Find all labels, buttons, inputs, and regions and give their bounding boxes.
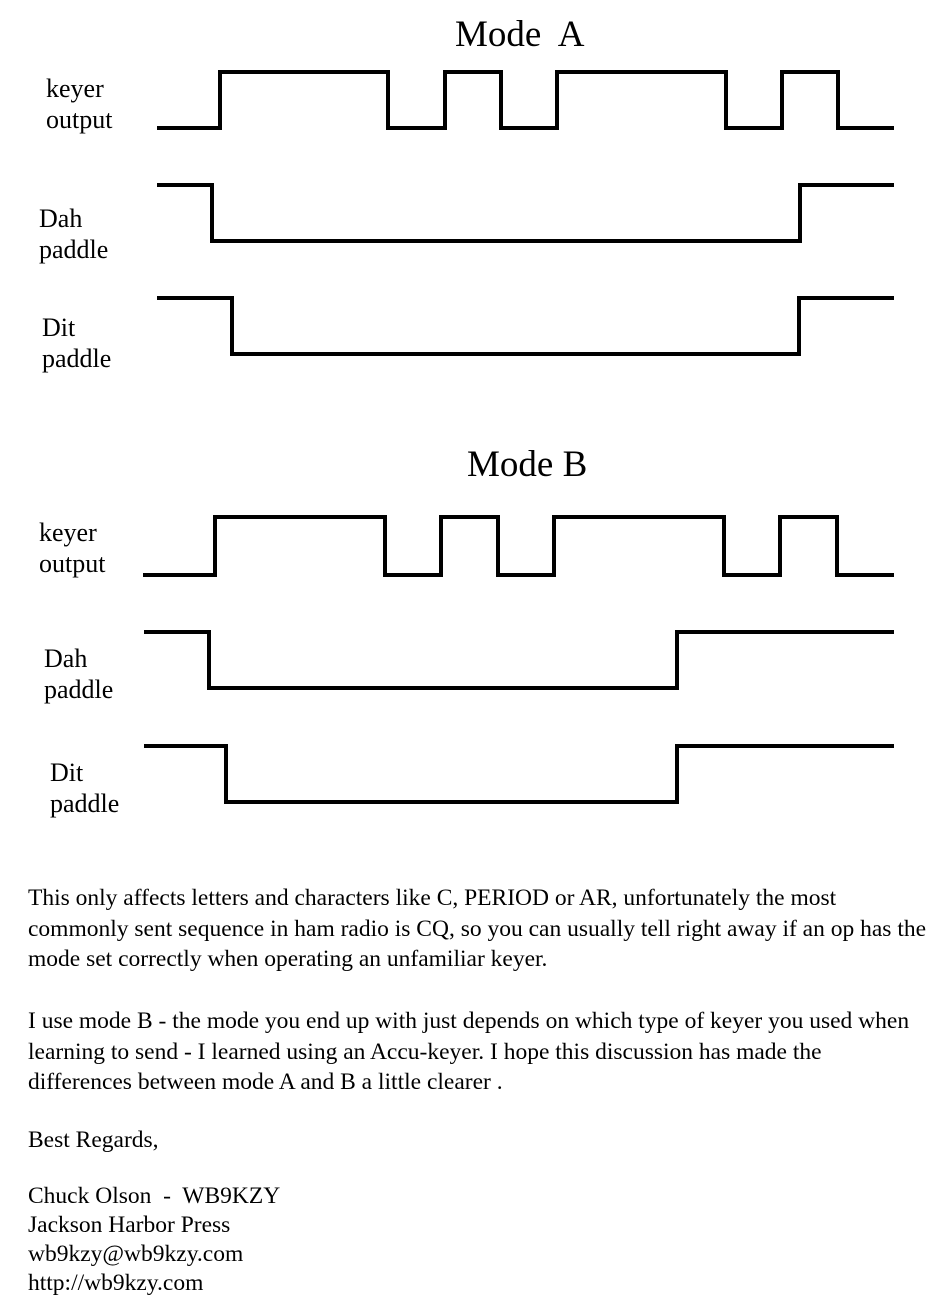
mode-b-dit-paddle-waveform xyxy=(144,746,894,802)
mode-b-dit-paddle-label xyxy=(50,757,119,819)
label-line: paddle xyxy=(42,344,112,373)
paragraph-2 xyxy=(28,1006,928,1098)
signature-block xyxy=(28,1182,928,1298)
label-line: Dah xyxy=(44,644,88,673)
label-line: output xyxy=(39,549,106,578)
label-line: keyer xyxy=(46,74,104,103)
mode-a-dah-paddle-label xyxy=(39,203,108,265)
mode-a-keyer-output-label xyxy=(46,73,112,135)
label-line: output xyxy=(46,105,113,134)
label-line: Dit xyxy=(42,313,76,342)
paragraph-1-text: This only affects letters and characters like C, PERIOD or AR, unfortunately the most commonly sent sequence in ham radio is CQ, so you can usually tell right away if an op has the mode set correctly when operating an unfamiliar keyer. xyxy=(28,885,927,972)
mode-b-title: Mode B xyxy=(467,444,588,485)
mode-b-keyer-output-waveform xyxy=(143,517,894,575)
label-line: Dit xyxy=(50,758,84,787)
mode-a-dah-paddle-waveform xyxy=(157,185,894,241)
mode-a-title: Mode A xyxy=(455,14,585,55)
label-line: paddle xyxy=(39,235,109,264)
mode-a-dit-paddle-label xyxy=(42,312,111,374)
mode-a-keyer-output-waveform xyxy=(157,72,894,128)
paragraph-1 xyxy=(28,883,928,975)
label-line: Dah xyxy=(39,204,83,233)
signature-company: Jackson Harbor Press xyxy=(28,1212,231,1238)
closing-text: Best Regards, xyxy=(28,1127,159,1153)
label-line: paddle xyxy=(44,675,114,704)
mode-a-dit-paddle-waveform xyxy=(157,298,894,354)
signature-email[interactable]: wb9kzy@wb9kzy.com xyxy=(28,1241,244,1267)
paragraph-2-text: I use mode B - the mode you end up with just depends on which type of keyer you used when learning to send - I learned using an Accu-keyer. I hope this discussion has made the differences between mode A and B a little clearer . xyxy=(28,1008,910,1095)
closing xyxy=(28,1125,928,1156)
mode-b-keyer-output-label xyxy=(39,517,105,579)
mode-b-dah-paddle-label xyxy=(44,643,113,705)
label-line: paddle xyxy=(50,789,120,818)
label-line: keyer xyxy=(39,518,97,547)
mode-b-dah-paddle-waveform xyxy=(144,632,894,688)
signature-name: Chuck Olson - WB9KZY xyxy=(28,1183,281,1209)
signature-url[interactable]: http://wb9kzy.com xyxy=(28,1270,204,1296)
